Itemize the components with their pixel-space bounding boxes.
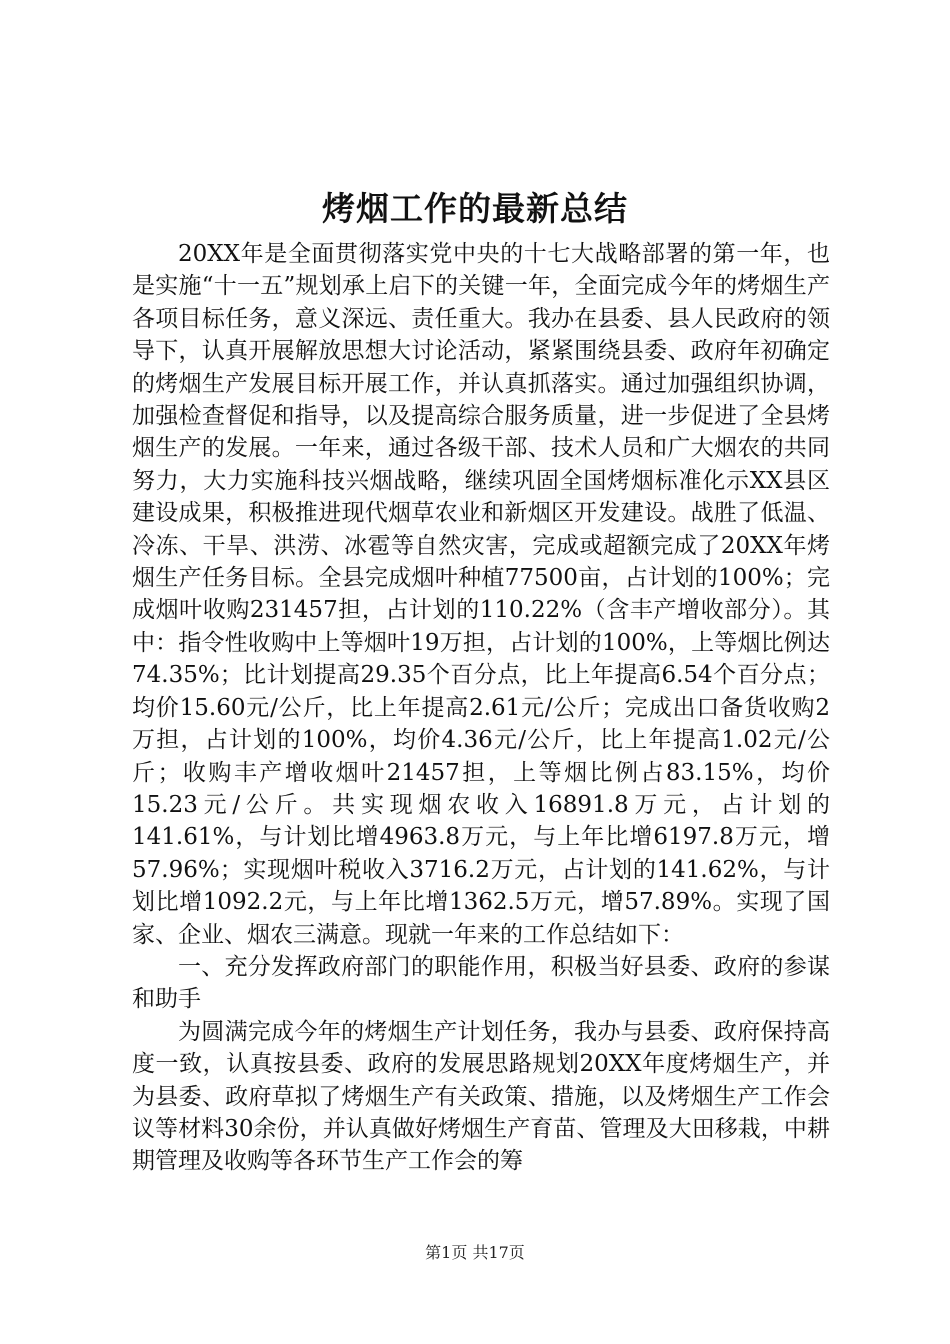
- page-footer: 第1页 共17页: [425, 1243, 525, 1262]
- section-heading-1: 一、充分发挥政府部门的职能作用，积极当好县委、政府的参谋和助手: [132, 953, 830, 1013]
- document-body: [132, 238, 830, 1178]
- document-title: 烤烟工作的最新总结: [322, 189, 628, 228]
- paragraph-intro: 20XX年是全面贯彻落实党中央的十七大战略部署的第一年，也是实施“十一五”规划承上启下的关键一年，全面完成今年的烤烟生产各项目标任务，意义深远、责任重大。我办在县委、县人民政府的领导下，认真开展解放思想大讨论活动，紧紧围绕县委、政府年初确定的烤烟生产发展目标开展工作，并认真抓落实。通过加强组织协调，加强检查督促和指导，以及提高综合服务质量，进一步促进了全县烤烟生产的发展。一年来，通过各级干部、技术人员和广大烟农的共同努力，大力实施科技兴烟战略，继续巩固全国烤烟标准化示XX县区建设成果，积极推进现代烟草农业和新烟区开发建设。战胜了低温、冷冻、干旱、洪涝、冰雹等自然灾害，完成或超额完成了20XX年烤烟生产任务目标。全县完成烟叶种植77500亩，占计划的100%；完成烟叶收购231457担，占计划的110.22%（含丰产增收部分）。其中：指令性收购中上等烟叶19万担，占计划的100%，上等烟比例达74.35%；比计划提高29.35个百分点，比上年提高6.54个百分点；均价15.60元/公斤，比上年提高2.61元/公斤；完成出口备货收购2万担，占计划的100%，均价4.36元/公斤，比上年提高1.02元/公斤；收购丰产增收烟叶21457担，上等烟比例占83.15%，均价15.23元/公斤。共实现烟农收入16891.8万元，占计划的141.61%，与计划比增4963.8万元，与上年比增6197.8万元，增57.96%；实现烟叶税收入3716.2万元，占计划的141.62%，与计划比增1092.2元，与上年比增1362.5万元，增57.89%。实现了国家、企业、烟农三满意。现就一年来的工作总结如下：: [132, 241, 830, 948]
- paragraph-section-1: 为圆满完成今年的烤烟生产计划任务，我办与县委、政府保持高度一致，认真按县委、政府的发展思路规划20XX年度烤烟生产，并为县委、政府草拟了烤烟生产有关政策、措施，以及烤烟生产工作会议等材料30余份，并认真做好烤烟生产育苗、管理及大田移栽，中耕期管理及收购等各环节生产工作会的筹: [132, 1018, 830, 1175]
